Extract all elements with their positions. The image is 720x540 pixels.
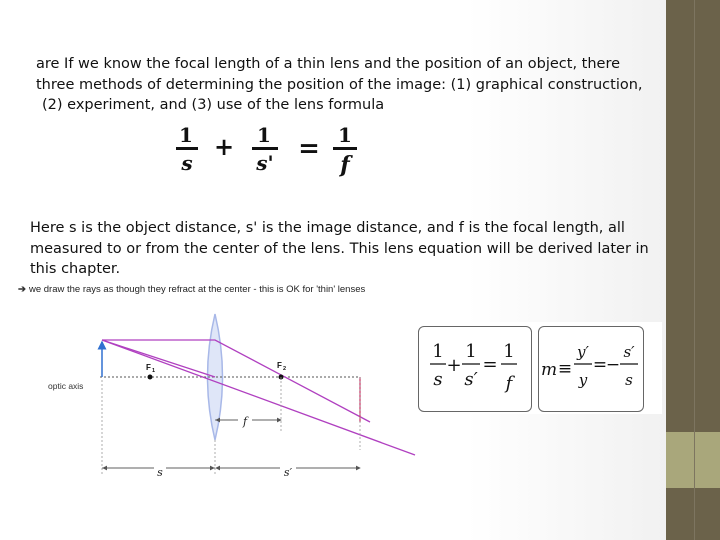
lens-formula-large [172,120,372,180]
diagram-caption [18,284,365,295]
side-bar-top [666,0,720,432]
f2-label: F [277,361,282,370]
lens-eq-num-2: 1 [465,341,477,362]
f1-label: F [146,363,151,372]
mag-eq-num-1: y′ [577,343,589,361]
formula-equals: = [298,134,320,164]
mag-eq-den-2: s [625,371,633,389]
definition-line-2: measured to or from the center of the lens. This lens equation will be derived later in [30,240,649,257]
mag-eq-identical: ≡ [557,359,573,379]
lens-eq-den-3: f [505,373,513,394]
intro-line-1: are If we know the focal length of a thin lens and the position of an object, there [36,56,621,72]
f1-subscript: 1 [152,368,156,374]
intro-paragraph [36,54,661,116]
ray-focal [102,340,215,377]
side-bar-accent [666,432,720,488]
magnification-equation-box [538,326,644,412]
s-label: s [157,466,163,479]
formula-den-2: s' [256,151,274,175]
ray-diagram [40,300,420,480]
f-label: f [242,415,248,428]
lens-eq-num-3: 1 [503,341,515,362]
optic-axis-label: optic axis [48,381,84,391]
side-bar-divider [694,0,695,540]
lens-equation-box [418,326,532,412]
formula-panel [414,322,662,414]
definition-line-1: Here s is the object distance, s' is the image distance, and f is the focal length, all [30,220,625,236]
mag-eq-equals: = [592,355,608,375]
formula-plus: + [213,132,235,161]
ray-parallel [102,340,370,422]
formula-num-1: 1 [179,123,193,147]
mag-eq-num-2: s′ [623,343,635,361]
lens-eq-equals: = [482,354,498,375]
intro-line-3: (2) experiment, and (3) use of the lens formula [42,97,385,113]
intro-line-2: three methods of determining the position of the image: (1) graphical construction, [36,76,643,93]
caption-text: we draw the rays as though they refract at the center - this is OK for 'thin' lenses [28,284,366,295]
formula-bar-3 [333,147,357,150]
lens-eq-den-1: s [433,369,443,390]
formula-bar-1 [176,147,198,150]
side-bar-bottom [666,488,720,540]
formula-num-2: 1 [257,123,271,147]
arrow-icon: ➔ [18,284,26,295]
lens-eq-num-1: 1 [432,341,444,362]
mag-eq-den-1: y [578,371,588,389]
formula-den-3: f [340,152,350,178]
formula-num-3: 1 [338,123,352,147]
definition-line-3: this chapter. [30,261,121,277]
lens-eq-plus: + [446,355,462,376]
definition-paragraph [30,218,660,280]
mag-eq-m: m [540,360,558,380]
mag-eq-minus: − [605,355,621,375]
f2-subscript: 2 [283,366,287,372]
ray-center [102,340,415,455]
lens-eq-den-2: s′ [464,369,478,390]
focal-point-1 [148,375,153,380]
formula-den-1: s [181,151,193,175]
formula-bar-2 [252,147,278,150]
s-prime-label: s′ [283,466,293,479]
